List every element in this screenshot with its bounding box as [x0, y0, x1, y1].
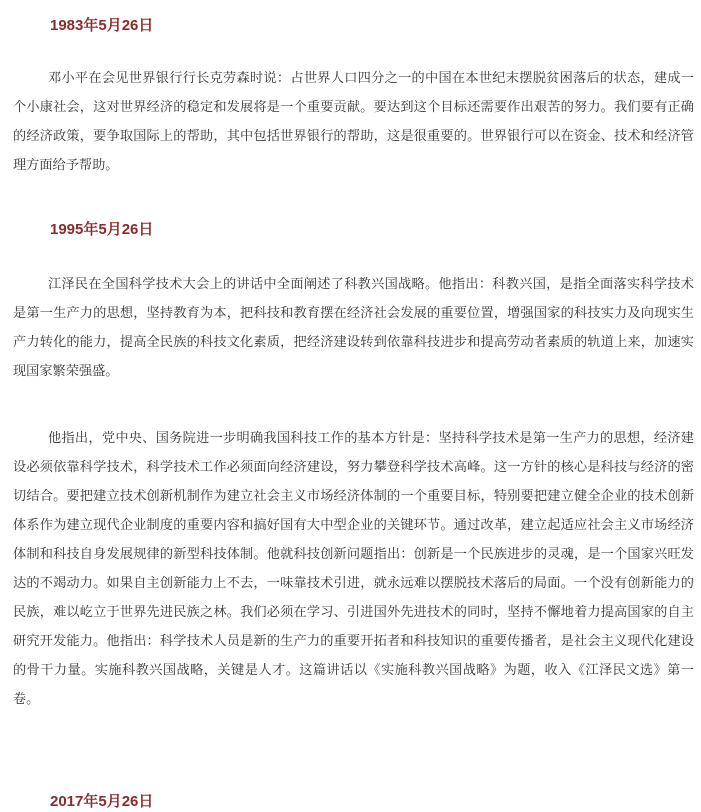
date-heading-1995: 1995年5月26日: [50, 221, 154, 238]
paragraph-1983: 邓小平在会见世界银行行长克劳森时说：占世界人口四分之一的中国在本世纪末摆脱贫困落后的状态，建成一个小康社会，这对世界经济的稳定和发展将是一个重要贡献。要达到这个目标还需要作出艰苦的努力。我们要有正确的经济政策，要争取国际上的帮助，其中包括世界银行的帮助，这是很重要的。世界银行可以在资金、技术和经济管理方面给予帮助。: [13, 71, 694, 173]
paragraph-1995-intro: 江泽民在全国科学技术大会上的讲话中全面阐述了科教兴国战略。他指出：科教兴国，是指全面落实科学技术是第一生产力的思想，坚持教育为本，把科技和教育摆在经济社会发展的重要位置，增强国家的科技实力及向现实生产力转化的能力，提高全民族的科技文化素质，把经济建设转到依靠科技进步和提高劳动者素质的轨道上来，加速实现国家繁荣强盛。: [13, 277, 694, 379]
date-heading-2017: 2017年5月26日: [50, 793, 154, 810]
date-heading-1983: 1983年5月26日: [50, 17, 154, 34]
paragraph-1995-detail: 他指出，党中央、国务院进一步明确我国科技工作的基本方针是：坚持科学技术是第一生产力的思想，经济建设必须依靠科学技术，科学技术工作必须面向经济建设，努力攀登科学技术高峰。这一方针的核心是科技与经济的密切结合。要把建立技术创新机制作为建立社会主义市场经济体制的一个重要目标，特别要把建立健全企业的技术创新体系作为建立现代企业制度的重要内容和搞好国有大中型企业的关键环节。通过改革，建立起适应社会主义市场经济体制和科技自身发展规律的新型科技体制。他就科技创新问题指出：创新是一个民族进步的灵魂，是一个国家兴旺发达的不竭动力。如果自主创新能力上不去，一味靠技术引进，就永远难以摆脱技术落后的局面。一个没有创新能力的民族，难以屹立于世界先进民族之林。我们必须在学习、引进国外先进技术的同时，坚持不懈地着力提高国家的自主研究开发能力。他指出：科学技术人员是新的生产力的重要开拓者和科技知识的重要传播者，是社会主义现代化建设的骨干力量。实施科教兴国战略，关键是人才。这篇讲话以《实施科教兴国战略》为题，收入《江泽民文选》第一卷。: [13, 431, 694, 707]
